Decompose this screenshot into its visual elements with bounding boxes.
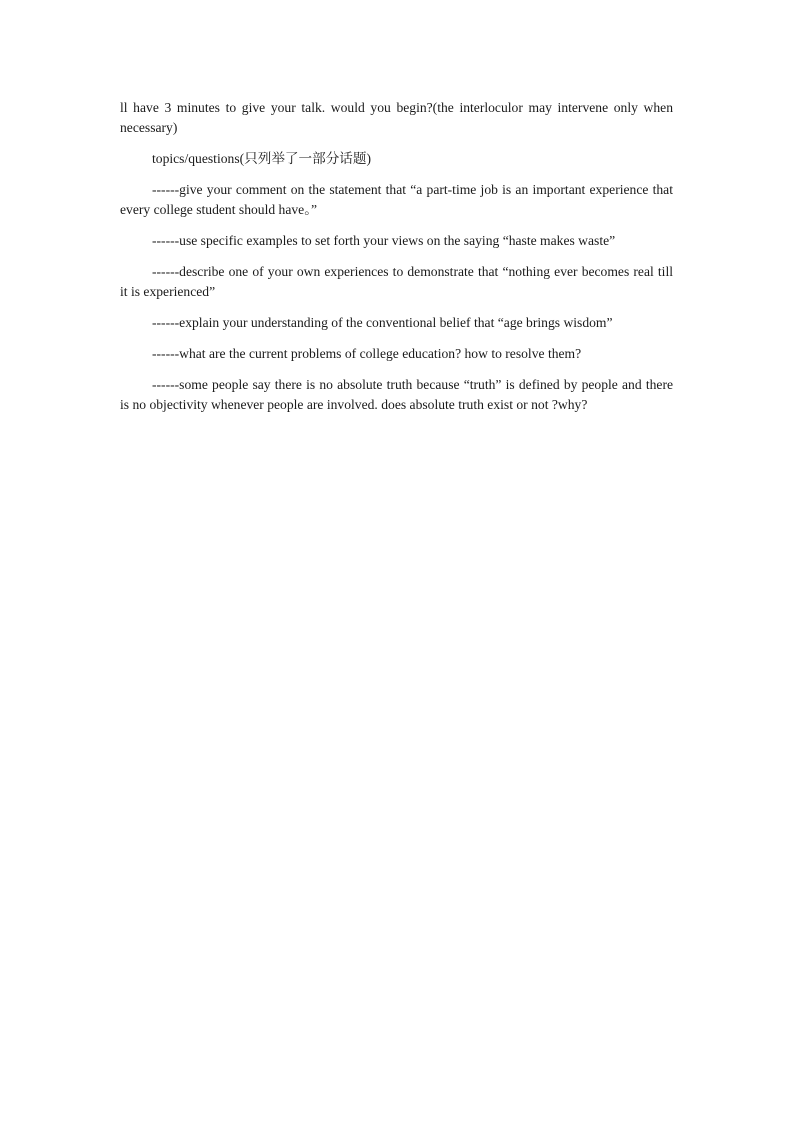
topic-item: ------use specific examples to set forth your views on the saying “haste makes waste” xyxy=(152,233,616,248)
intro-paragraph: ll have 3 minutes to give your talk. would you begin?(the interloculor may intervene only when necessary) xyxy=(120,100,673,135)
topic-item: ------describe one of your own experiences to demonstrate that “nothing ever becomes real till it is experienced” xyxy=(120,264,673,299)
document-body xyxy=(120,98,673,426)
topic-item: ------some people say there is no absolute truth because “truth” is defined by people and there is no objectivity whenever people are involved. does absolute truth exist or not ?why? xyxy=(120,377,673,412)
topics-heading: topics/questions(只列举了一部分话题) xyxy=(152,151,371,166)
topic-item: ------give your comment on the statement that “a part-time job is an important experience that every college student should have。” xyxy=(120,182,673,217)
topic-item: ------explain your understanding of the conventional belief that “age brings wisdom” xyxy=(152,315,613,330)
topic-item: ------what are the current problems of college education? how to resolve them? xyxy=(152,346,582,361)
